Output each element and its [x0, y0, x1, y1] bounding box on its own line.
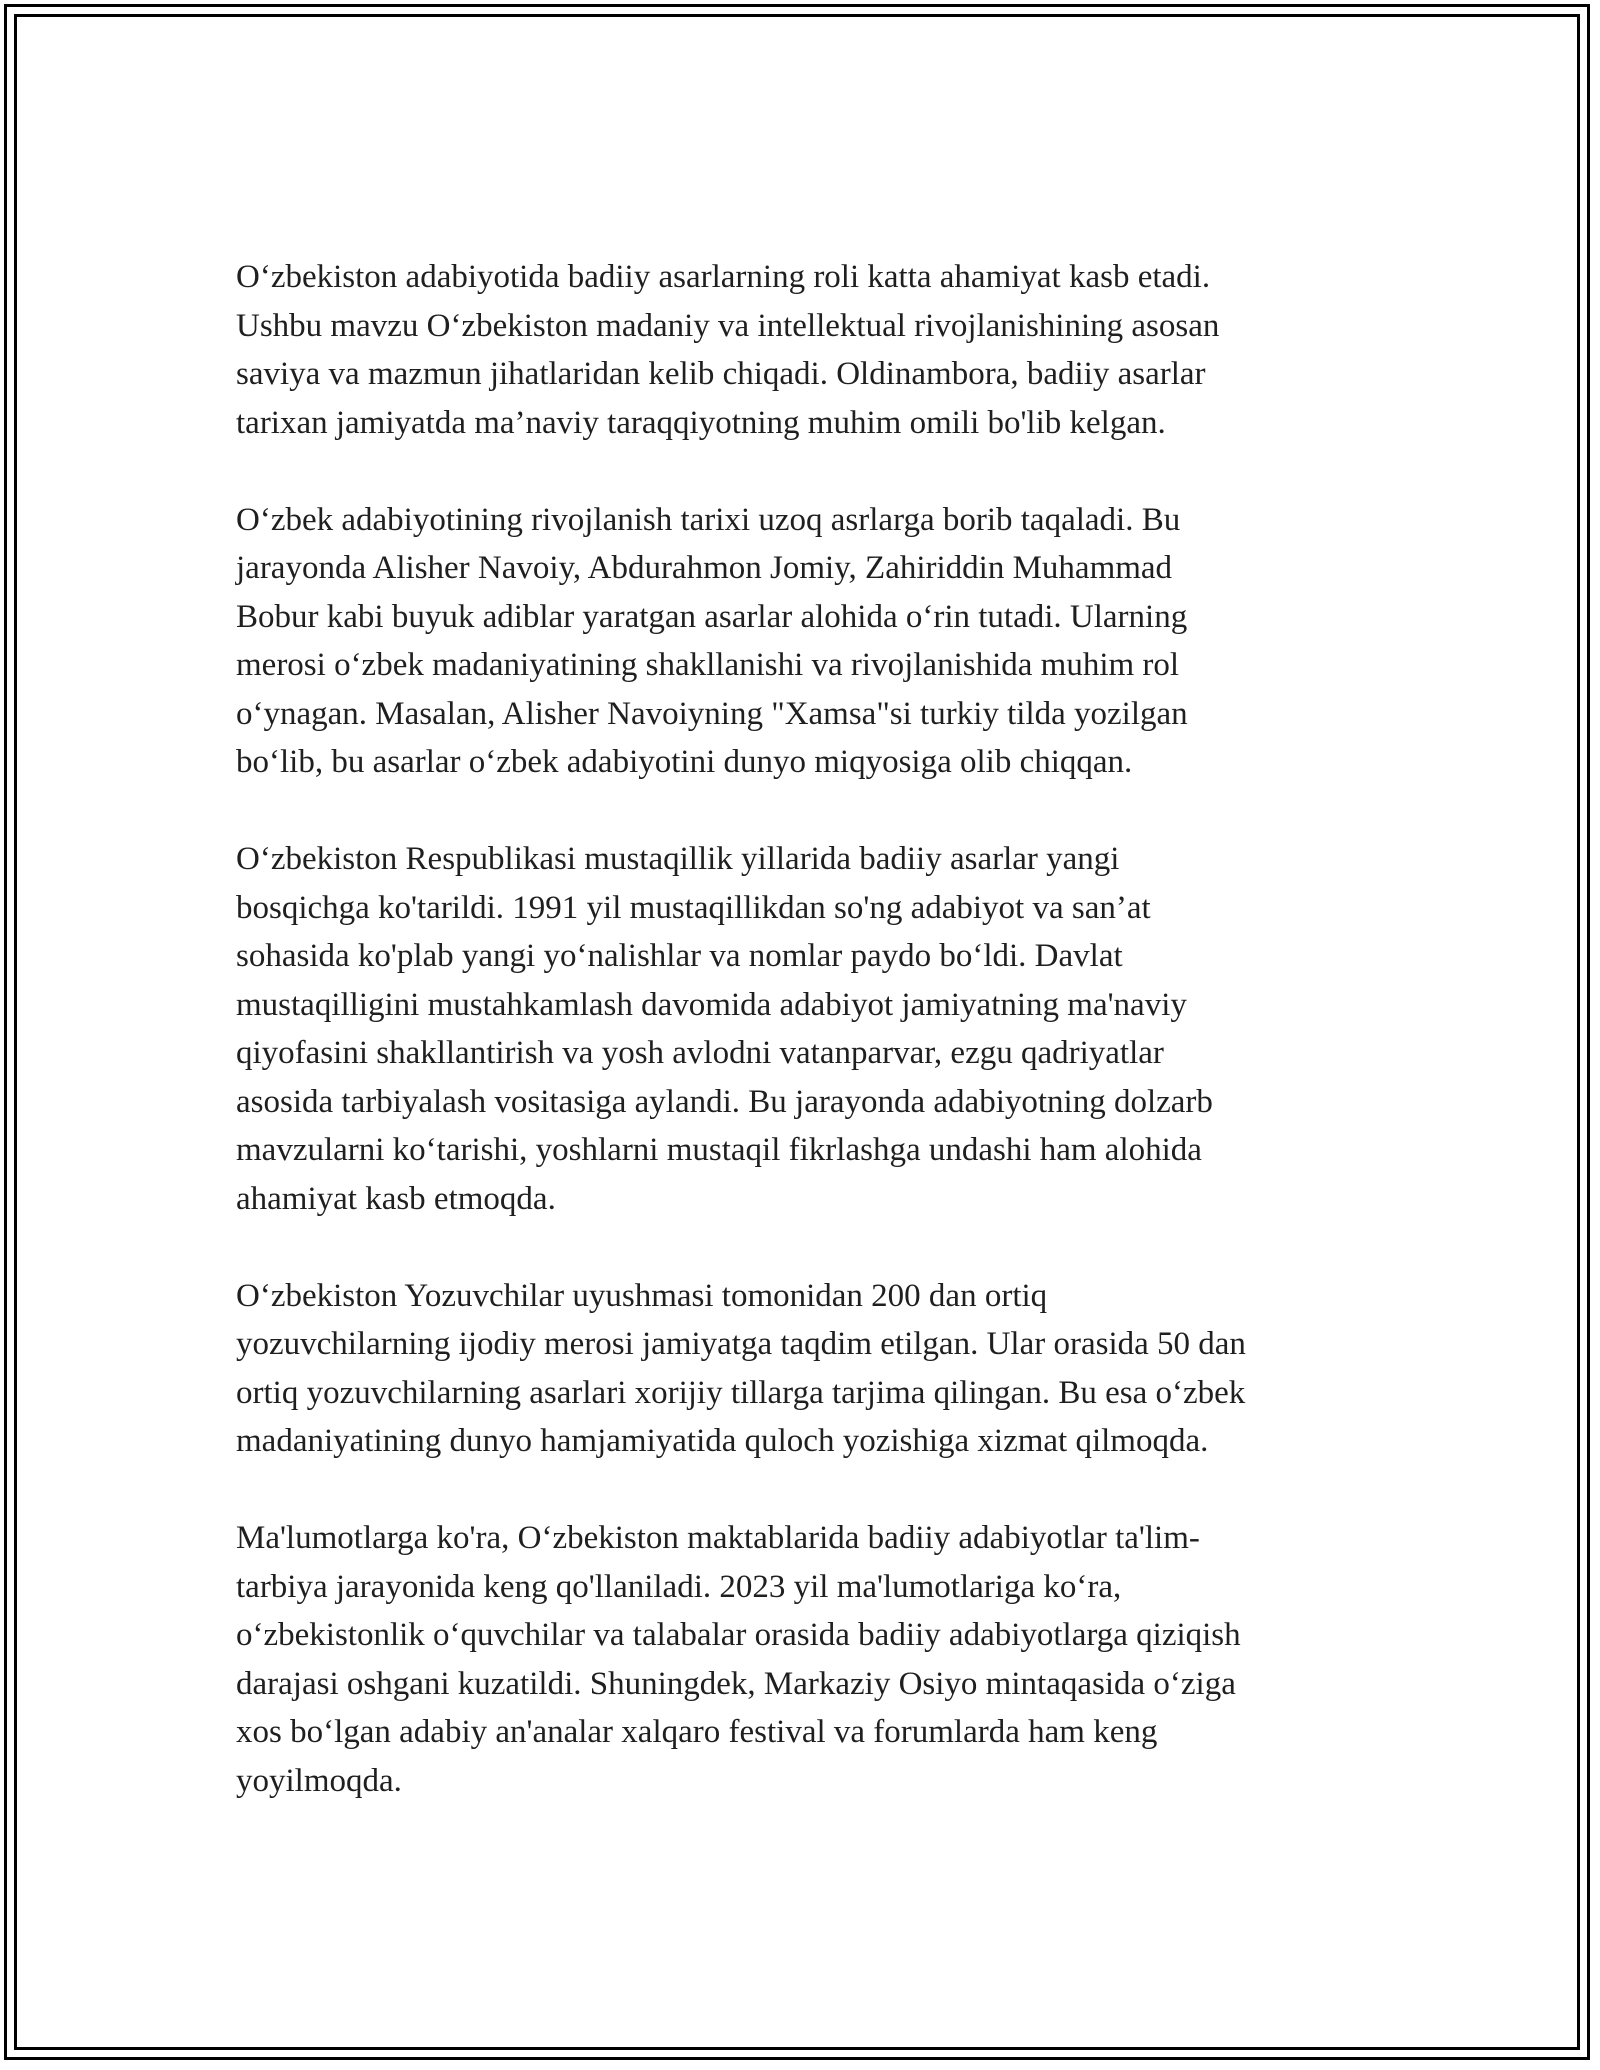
text-line: mavzularni ko‘tarishi, yoshlarni mustaqil fikrlashga undashi ham alohida — [236, 1132, 1202, 1168]
paragraph-3 — [236, 835, 1366, 1223]
text-line: bosqichga ko'tarildi. 1991 yil mustaqillikdan so'ng adabiyot va san’at — [236, 889, 1151, 926]
text-line: sohasida ko'plab yangi yo‘nalishlar va nomlar paydo bo‘ldi. Davlat — [236, 938, 1123, 974]
paragraph-4 — [236, 1272, 1366, 1466]
document-body — [236, 253, 1366, 1854]
text-line: madaniyatining dunyo hamjamiyatida quloch yozishiga xizmat qilmoqda. — [236, 1423, 1209, 1459]
text-line: tarixan jamiyatda ma’naviy taraqqiyotning muhim omili bo'lib kelgan. — [236, 404, 1166, 441]
text-line: jarayonda Alisher Navoiy, Abdurahmon Jomiy, Zahiriddin Muhammad — [236, 550, 1173, 586]
text-line: o‘ynagan. Masalan, Alisher Navoiyning "Xamsa"si turkiy tilda yozilgan — [236, 695, 1188, 732]
text-line: Ushbu mavzu O‘zbekiston madaniy va intellektual rivojlanishining asosan — [236, 307, 1220, 344]
text-line: qiyofasini shakllantirish va yosh avlodni vatanparvar, ezgu qadriyatlar — [236, 1035, 1164, 1071]
text-line: ahamiyat kasb etmoqda. — [236, 1180, 556, 1217]
text-line: bo‘lib, bu asarlar o‘zbek adabiyotini dunyo miqyosiga olib chiqqan. — [236, 744, 1133, 780]
text-line: yoyilmoqda. — [236, 1762, 402, 1799]
text-line: darajasi oshgani kuzatildi. Shuningdek, Markaziy Osiyo mintaqasida o‘ziga — [236, 1665, 1236, 1702]
text-line: merosi o‘zbek madaniyatining shakllanishi va rivojlanishida muhim rol — [236, 647, 1180, 683]
text-line: O‘zbekiston Respublikasi mustaqillik yillarida badiiy asarlar yangi — [236, 841, 1120, 877]
text-line: O‘zbekiston adabiyotida badiiy asarlarning roli katta ahamiyat kasb etadi. — [236, 259, 1211, 295]
text-line: tarbiya jarayonida keng qo'llaniladi. 2023 yil ma'lumotlariga ko‘ra, — [236, 1568, 1122, 1605]
text-line: Bobur kabi buyuk adiblar yaratgan asarlar alohida o‘rin tutadi. Ularning — [236, 598, 1188, 635]
text-line: O‘zbek adabiyotining rivojlanish tarixi uzoq asrlarga borib taqaladi. Bu — [236, 501, 1181, 538]
text-line: saviya va mazmun jihatlaridan kelib chiqadi. Oldinambora, badiiy asarlar — [236, 356, 1206, 392]
text-line: O‘zbekiston Yozuvchilar uyushmasi tomonidan 200 dan ortiq — [236, 1277, 1048, 1314]
text-line: ortiq yozuvchilarning asarlari xorijiy tillarga tarjima qilingan. Bu esa o‘zbek — [236, 1374, 1246, 1411]
text-line: o‘zbekistonlik o‘quvchilar va talabalar orasida badiiy adabiyotlarga qiziqish — [236, 1617, 1241, 1653]
paragraph-5 — [236, 1514, 1366, 1805]
text-line: Ma'lumotlarga ko'ra, O‘zbekiston maktablarida badiiy adabiyotlar ta'lim- — [236, 1520, 1200, 1556]
text-line: asosida tarbiyalash vositasiga aylandi. Bu jarayonda adabiyotning dolzarb — [236, 1083, 1213, 1120]
paragraph-1 — [236, 253, 1366, 447]
text-line: mustaqilligini mustahkamlash davomida adabiyot jamiyatning ma'naviy — [236, 986, 1187, 1023]
text-line: yozuvchilarning ijodiy merosi jamiyatga taqdim etilgan. Ular orasida 50 dan — [236, 1326, 1246, 1362]
paragraph-2 — [236, 496, 1366, 787]
text-line: xos bo‘lgan adabiy an'analar xalqaro festival va forumlarda ham keng — [236, 1714, 1158, 1750]
